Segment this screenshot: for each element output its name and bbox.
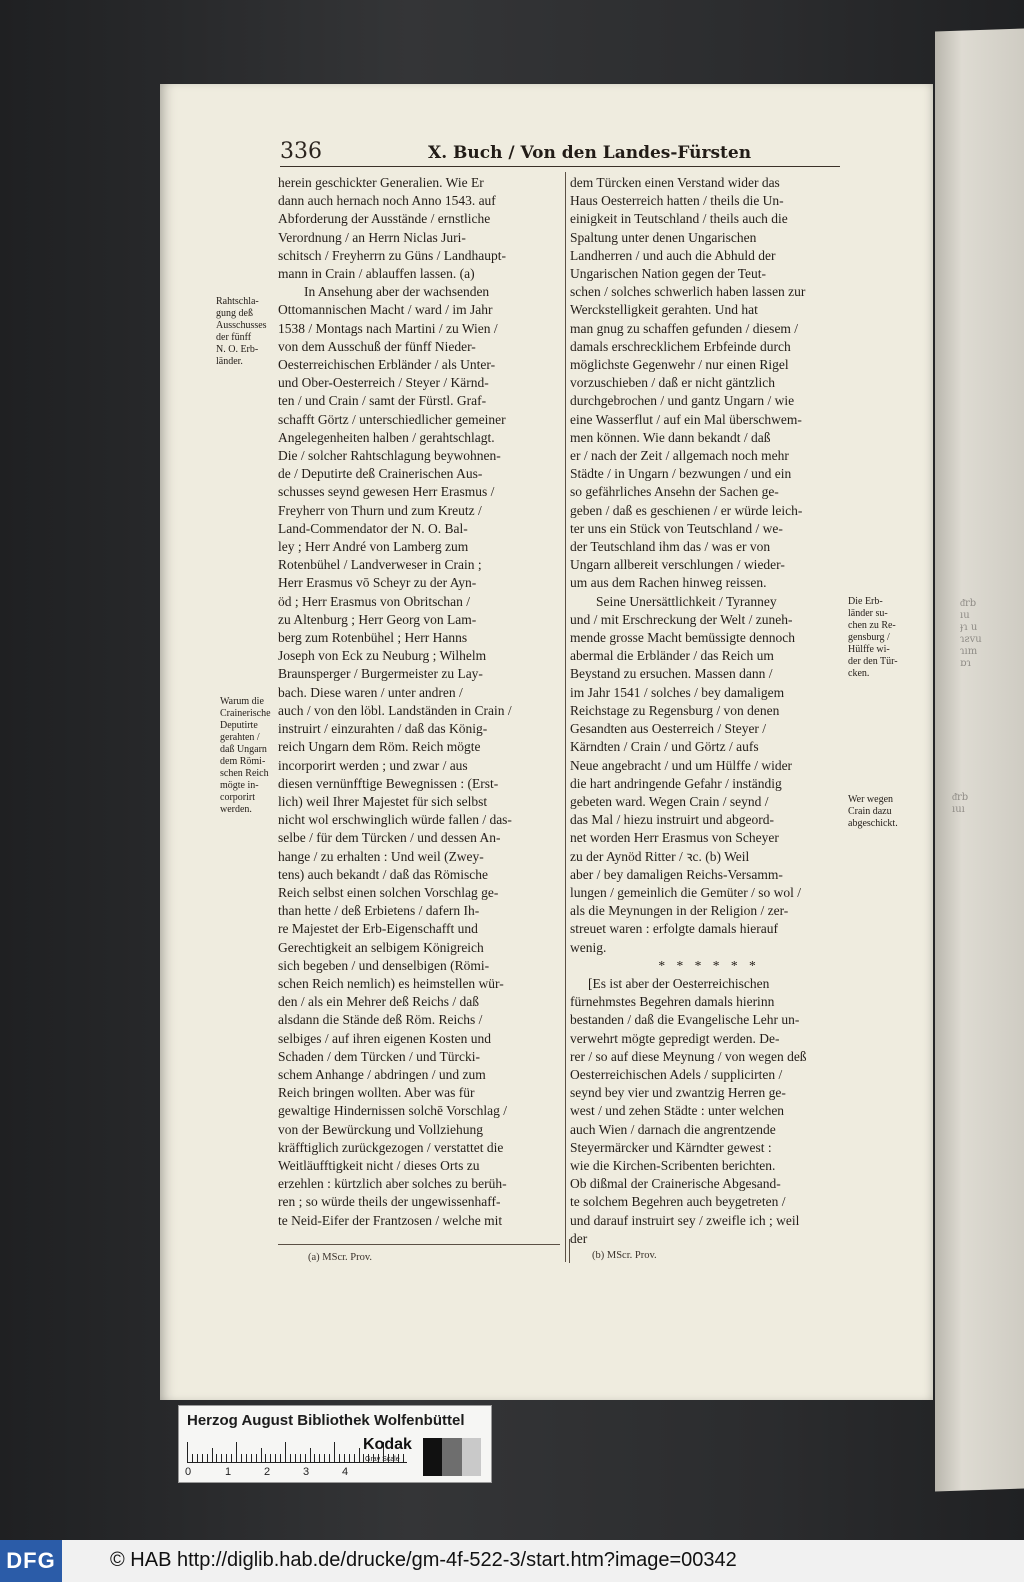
text-line: der Teutschland ihm das / was er von — [570, 539, 771, 555]
text-line: net worden Herr Erasmus von Scheyer — [570, 830, 779, 846]
text-line: mögte in- — [220, 780, 259, 791]
text-line: Reich selbst einen solchen Vorschlag ge- — [278, 884, 499, 900]
gray-swatch — [423, 1438, 442, 1476]
text-line: damals erschrecklichem Erbfeinde durch — [570, 338, 791, 354]
color-scale-card — [178, 1405, 492, 1483]
text-line: alsdann die Stände deß Röm. Reichs / — [278, 1012, 483, 1028]
text-line: gebeten ward. Wegen Crain / seynd / — [570, 793, 769, 809]
ruler-number: 3 — [303, 1466, 310, 1478]
text-line: um aus dem Rachen hinweg reissen. — [570, 575, 767, 591]
text-line: durchgebrochen / und gantz Ungarn / wie — [570, 393, 795, 409]
text-line: er / nach der Zeit / allgemach noch mehr — [570, 448, 789, 464]
text-line: de / Deputirte deß Crainerischen Aus- — [278, 466, 483, 482]
text-line: rer / so auf diese Meynung / von wegen deß — [570, 1048, 807, 1064]
text-line: than hette / deß Erbietens / dafern Ih- — [278, 903, 480, 919]
ruler-tick — [231, 1454, 232, 1462]
ruler-tick — [344, 1454, 345, 1462]
text-line: dem Türcken einen Verstand wider das — [570, 175, 780, 190]
side-note-left-1 — [216, 296, 267, 368]
text-line: Ungarischen Nation gegen der Teut- — [570, 266, 766, 282]
text-line: dem Römi- — [220, 756, 266, 767]
text-line: schafft Görtz / unterschiedlicher gemeiner — [278, 411, 506, 427]
text-line: Ottomannischen Macht / ward / im Jahr — [278, 302, 493, 318]
card-title: Herzog August Bibliothek Wolfenbüttel — [187, 1412, 465, 1429]
ruler-tick — [212, 1448, 213, 1462]
text-line: schitsch / Freyherrn zu Güns / Landhaupt- — [278, 247, 506, 263]
ruler-number: 0 — [185, 1466, 192, 1478]
ruler-tick — [354, 1454, 355, 1462]
text-line: te solchem Begehren auch beygetreten / — [570, 1194, 786, 1210]
ruler-tick — [349, 1454, 350, 1462]
ruler-tick — [226, 1454, 227, 1462]
dfg-logo: DFG — [0, 1540, 62, 1582]
ruler-number: 2 — [264, 1466, 271, 1478]
ruler-tick — [334, 1442, 335, 1462]
text-line: tens) auch bekandt / daß das Römische — [278, 866, 488, 882]
text-line: Schaden / dem Türcken / und Türcki- — [278, 1048, 480, 1064]
facing-page-text: ᵭrb ıu ɟɿ u ɿƨvu ɿım ɒɿ — [960, 598, 982, 669]
text-line: ter uns ein Stück von Teutschland / we- — [570, 520, 783, 536]
side-note-left-2 — [220, 696, 271, 816]
text-line: 1538 / Montags nach Martini / zu Wien / — [278, 320, 498, 336]
text-line: corporirt — [220, 792, 255, 803]
left-text-column — [278, 174, 560, 1230]
text-line: Die Erb- — [848, 596, 883, 607]
text-line: Spaltung unter denen Ungarischen — [570, 229, 757, 245]
text-line: Ob dißmal der Crainerische Abgesand- — [570, 1176, 781, 1192]
text-line: dann auch hernach noch Anno 1543. auf — [278, 193, 496, 209]
text-line: Reichstage zu Regensburg / von denen — [570, 702, 780, 718]
ruler-tick — [280, 1454, 281, 1462]
text-line: schusses seynd gewesen Herr Erasmus / — [278, 484, 495, 500]
running-title: X. Buch / Von den Landes-Fürsten — [428, 143, 752, 163]
page-number: 336 — [280, 139, 322, 164]
text-line: öd ; Herr Erasmus von Obritschan / — [278, 593, 470, 609]
text-line: aber / bey damaligen Reichs-Versamm- — [570, 866, 783, 882]
text-line: ren ; so würde theils der ungewissenhaff- — [278, 1194, 501, 1210]
text-line: Die / solcher Rahtschlagung beywohnen- — [278, 448, 501, 464]
text-line: Hülffe wi- — [848, 644, 890, 655]
text-line: geben / daß es geschienen / er würde leich- — [570, 502, 803, 518]
text-line: chen zu Re- — [848, 620, 896, 631]
text-line: einigkeit in Teutschland / theils auch die — [570, 211, 788, 227]
text-line: auch Wien / darnach die angrentzende — [570, 1121, 776, 1137]
text-line: * * * * * * — [658, 957, 760, 973]
ruler-tick — [246, 1454, 247, 1462]
ruler-tick — [236, 1442, 237, 1462]
right-text-column — [570, 174, 848, 1248]
text-line: der den Tür- — [848, 656, 898, 667]
text-line: abgeschickt. — [848, 818, 898, 829]
text-line: gerahten / — [220, 732, 260, 743]
text-line: gung deß — [216, 308, 253, 319]
text-line: Werckstelligkeit gerahten. Und hat — [570, 302, 758, 318]
text-line: Haus Oesterreich hatten / theils die Un- — [570, 193, 784, 209]
text-line: gewaltige Hindernissen solchē Vorschlag / — [278, 1103, 507, 1119]
column-divider — [565, 172, 566, 1262]
text-line: Steyermärcker und Kärndter gewest : — [570, 1139, 772, 1155]
text-line: In Ansehung aber der wachsenden — [304, 284, 490, 300]
text-line: Oesterreichischen Adels / supplicirten / — [570, 1066, 783, 1082]
text-line: der — [570, 1230, 588, 1246]
text-line: schem Anhange / abdringen / und zum — [278, 1066, 486, 1082]
footnote-rule-right — [569, 1239, 570, 1263]
footer-bar — [0, 1540, 1024, 1582]
ruler-number: 1 — [225, 1466, 232, 1478]
text-line: nicht wol erschwinglich würde fallen / das- — [278, 812, 512, 828]
text-line: cken. — [848, 668, 870, 679]
gray-swatch — [442, 1438, 461, 1476]
text-line: diesen vernünfftige Bewegnissen : (Erst- — [278, 775, 499, 791]
text-line: verwehrt mögte gepredigt werden. De- — [570, 1030, 780, 1046]
text-line: bestanden / daß die Evangelische Lehr un- — [570, 1012, 800, 1028]
text-line: wenig. — [570, 939, 607, 955]
ruler-tick — [290, 1454, 291, 1462]
text-line: wie die Kirchen-Scribenten berichten. — [570, 1157, 776, 1173]
text-line: west / und zehen Städte : unter welchen — [570, 1103, 785, 1119]
text-line: so gefährliches Ansehn der Sachen ge- — [570, 484, 779, 500]
page-header — [280, 139, 840, 167]
text-line: Joseph von Eck zu Neuburg ; Wilhelm — [278, 648, 487, 664]
ruler-tick — [295, 1454, 296, 1462]
text-line: selbe / für dem Türcken / und dessen An- — [278, 830, 501, 846]
gray-swatches — [423, 1438, 481, 1476]
ruler-tick — [310, 1448, 311, 1462]
ruler-tick — [261, 1448, 262, 1462]
ruler-tick — [192, 1454, 193, 1462]
text-line: Crainerische — [220, 708, 271, 719]
text-line: auch / von den löbl. Landständen in Crain / — [278, 702, 512, 718]
text-line: Crain dazu — [848, 806, 892, 817]
facing-page-text-2: ᵭrb ıuı — [952, 792, 969, 815]
text-line: Städte / in Ungarn / bezwungen / und ein — [570, 466, 792, 482]
ruler-tick — [300, 1454, 301, 1462]
text-line: selbiges / auf ihren eigenen Kosten und — [278, 1030, 491, 1046]
ruler-number: 4 — [342, 1466, 349, 1478]
text-line: zu der Aynöd Ritter / ꝛc. (b) Weil — [570, 848, 750, 864]
ruler-tick — [251, 1454, 252, 1462]
book-page — [160, 84, 933, 1400]
text-line: mann in Crain / ablauffen lassen. (a) — [278, 266, 475, 282]
ruler-tick — [216, 1454, 217, 1462]
side-note-right-2 — [848, 794, 898, 830]
text-line: und Ober-Oesterreich / Steyer / Kärnd- — [278, 375, 489, 391]
text-line: den / als ein Mehrer deß Reichs / daß — [278, 994, 479, 1010]
text-line: und / mit Erschreckung der Welt / zuneh- — [570, 611, 793, 627]
ruler-tick — [207, 1454, 208, 1462]
ruler-tick — [305, 1454, 306, 1462]
text-line: Beystand zu ersuchen. Massen dann / — [570, 666, 773, 682]
ruler-tick — [314, 1454, 315, 1462]
text-line: man gnug zu schaffen gefunden / diesem / — [570, 320, 799, 336]
text-line: das Mal / hiezu instruirt und abgeord- — [570, 812, 774, 828]
text-line: möglichste Gegenwehr / nur einen Rigel — [570, 357, 789, 373]
text-line: Gesandten aus Oesterreich / Steyer / — [570, 721, 767, 737]
text-line: Reich bringen wollten. Aber was für — [278, 1085, 475, 1101]
text-line: te Neid-Eifer der Frantzosen / welche mit — [278, 1212, 503, 1228]
text-line: schen Reich nemlich) es heimstellen wür- — [278, 975, 504, 991]
text-line: werden. — [220, 804, 252, 815]
text-line: schen / solches schwerlich haben lassen zur — [570, 284, 806, 300]
text-line: instruirt / einzurahten / daß das König- — [278, 721, 488, 737]
text-line: berg zum Rotenbühel ; Herr Hanns — [278, 630, 468, 646]
text-line: von der Bewürckung und Vollziehung — [278, 1121, 483, 1137]
text-line: vorzuschieben / daß er nicht gäntzlich — [570, 375, 776, 391]
text-line: länder. — [216, 356, 243, 367]
text-line: und darauf instruirt sey / zweifle ich ; weil — [570, 1212, 800, 1228]
text-line: lich) weil Ihrer Majestet für sich selbst — [278, 793, 488, 809]
text-line: bach. Diese waren / unter andren / — [278, 684, 463, 700]
ruler-tick — [403, 1454, 404, 1462]
text-line: Abforderung der Ausstände / ernstliche — [278, 211, 491, 227]
text-line: von dem Ausschuß der fünff Nieder- — [278, 338, 476, 354]
text-line: men können. Wie dann bekandt / daß — [570, 429, 771, 445]
text-line: Neue angebracht / und um Hülffe / wider — [570, 757, 793, 773]
ruler-tick — [197, 1454, 198, 1462]
text-line: ten / und Crain / samt der Fürstl. Graf- — [278, 393, 487, 409]
text-line: gensburg / — [848, 632, 890, 643]
text-line: seynd bey vier und zwantzig Herren ge- — [570, 1085, 786, 1101]
footnote-rule-left — [278, 1244, 560, 1245]
text-line: Land-Commendator der N. O. Bal- — [278, 520, 468, 536]
ruler-tick — [256, 1454, 257, 1462]
ruler-tick — [265, 1454, 266, 1462]
text-line: kräfftiglich zurückgezogen / verstattet die — [278, 1139, 504, 1155]
text-line: Seine Unersättlichkeit / Tyranney — [596, 593, 777, 609]
ruler-tick — [324, 1454, 325, 1462]
text-line: länder su- — [848, 608, 888, 619]
text-line: lungen / gemeinlich die Gemüter / so wol / — [570, 884, 801, 900]
ruler-tick — [202, 1454, 203, 1462]
ruler-tick — [187, 1442, 188, 1462]
text-line: Gerechtigkeit an selbigem Königreich — [278, 939, 484, 955]
text-line: zu Altenburg ; Herr Georg von Lam- — [278, 611, 477, 627]
gray-scale-label: Gray Scale — [365, 1456, 400, 1463]
text-line: Rahtschla- — [216, 296, 259, 307]
text-line: Verordnung / an Herrn Niclas Juri- — [278, 229, 466, 245]
text-line: Ungarn allbereit verschlungen / wieder- — [570, 557, 785, 573]
ruler-tick — [241, 1454, 242, 1462]
text-line: hange / zu erhalten : Und weil (Zwey- — [278, 848, 484, 864]
text-line: N. O. Erb- — [216, 344, 259, 355]
text-line: [Es ist aber der Oesterreichischen — [588, 975, 770, 991]
text-line: sich begeben / und denselbigen (Römi- — [278, 957, 490, 973]
text-line: der fünff — [216, 332, 252, 343]
ruler-tick — [275, 1454, 276, 1462]
footer-copyright-url: © HAB http://diglib.hab.de/drucke/gm-4f-522-3/start.htm?image=00342 — [110, 1549, 737, 1571]
text-line: die hart andringende Gefahr / inständig — [570, 775, 782, 791]
ruler-tick — [339, 1454, 340, 1462]
text-line: schen Reich — [220, 768, 269, 779]
gray-swatch — [462, 1438, 481, 1476]
text-line: Angelegenheiten halben / gerahtschlagt. — [278, 429, 495, 445]
footnote-a: (a) MScr. Prov. — [308, 1252, 373, 1263]
text-line: Wer wegen — [848, 794, 894, 805]
text-line: Oesterreichischen Erbländer / als Unter- — [278, 357, 496, 373]
text-line: erzehlen : kürtzlich aber solches zu berüh- — [278, 1176, 507, 1192]
text-line: streuet waren : erfolgte damals hierauf — [570, 921, 779, 937]
ruler-tick — [270, 1454, 271, 1462]
text-line: daß Ungarn — [220, 744, 267, 755]
text-line: reich Ungarn dem Röm. Reich mögte — [278, 739, 481, 755]
text-line: Rotenbühel / Landverweser in Crain ; — [278, 557, 482, 573]
text-line: Weitläufftigkeit nicht / dieses Orts zu — [278, 1157, 480, 1173]
text-line: Kärndten / Crain / und Görtz / aufs — [570, 739, 759, 755]
text-line: abermal die Erbländer / das Reich um — [570, 648, 774, 664]
side-note-right-1 — [848, 596, 898, 680]
text-line: mende grosse Macht bemüssigte dennoch — [570, 630, 795, 646]
ruler-tick — [319, 1454, 320, 1462]
text-line: als die Meynungen in der Religion / zer- — [570, 903, 789, 919]
text-line: incorporirt werden ; und zwar / aus — [278, 757, 468, 773]
text-line: Herr Erasmus vō Scheyr zu der Ayn- — [278, 575, 477, 591]
facing-page-edge — [935, 28, 1024, 1491]
text-line: re Majestet der Erb-Eigenschafft und — [278, 921, 478, 937]
ruler-tick — [221, 1454, 222, 1462]
text-line: im Jahr 1541 / solches / bey damaligem — [570, 684, 785, 700]
text-line: Deputirte — [220, 720, 258, 731]
text-line: Freyherr von Thurn und zum Kreutz / — [278, 502, 482, 518]
kodak-logo: Kodak — [363, 1436, 412, 1453]
ruler-tick — [359, 1448, 360, 1462]
text-line: eine Wasserflut / auf ein Mal überschwem- — [570, 411, 802, 427]
text-line: herein geschickter Generalien. Wie Er — [278, 175, 484, 190]
text-line: Ausschusses — [216, 320, 267, 331]
ruler-tick — [285, 1442, 286, 1462]
footnote-b: (b) MScr. Prov. — [592, 1250, 657, 1261]
header-rule — [280, 166, 840, 167]
text-line: Braunsperger / Burgermeister zu Lay- — [278, 666, 483, 682]
ruler-tick — [329, 1454, 330, 1462]
text-line: Warum die — [220, 696, 264, 707]
text-line: Landherren / und auch die Abhuld der — [570, 247, 776, 263]
text-line: fürnehmstes Begehren damals hierinn — [570, 994, 775, 1010]
text-line: ley ; Herr André von Lamberg zum — [278, 539, 469, 555]
